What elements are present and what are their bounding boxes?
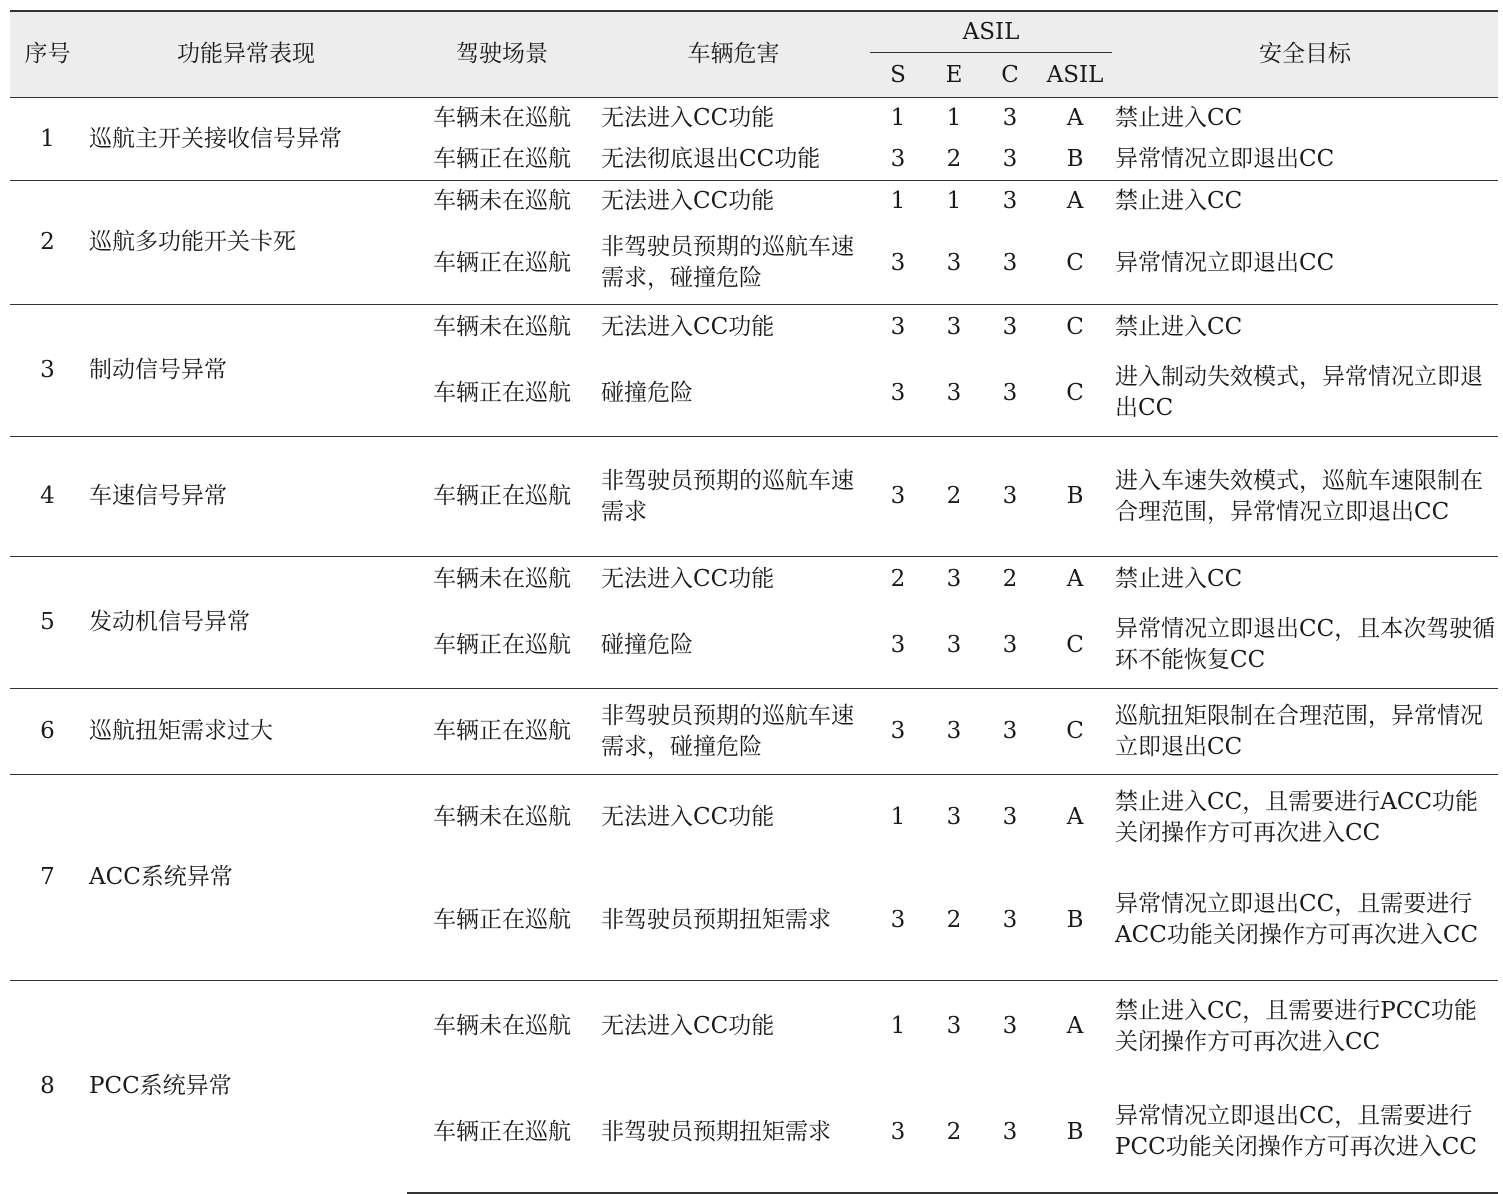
cell-hazard: 无法进入CC功能 <box>597 775 870 861</box>
cell-hazard: 非驾驶员预期的巡航车速需求，碰撞危险 <box>597 689 870 775</box>
cell-malfunction: 车速信号异常 <box>85 437 407 557</box>
cell-controllability: 3 <box>982 981 1038 1073</box>
cell-severity: 3 <box>890 631 906 658</box>
cell-safety-goal: 禁止进入CC <box>1112 98 1498 140</box>
cell-exposure: 1 <box>926 181 982 223</box>
cell-controllability: 3 <box>1002 249 1018 276</box>
cell-asil: B <box>1066 906 1084 933</box>
header-malfunction: 功能异常表现 <box>177 41 315 67</box>
cell-hazard: 非驾驶员预期的巡航车速需求，碰撞危险 <box>601 234 854 292</box>
header-safety-goal: 安全目标 <box>1259 41 1352 67</box>
cell-asil: C <box>1066 249 1084 276</box>
table-row <box>10 775 1498 861</box>
cell-asil: C <box>1038 305 1112 351</box>
cell-exposure: 3 <box>946 249 962 276</box>
cell-asil: A <box>1038 775 1112 861</box>
cell-safety-goal: 异常情况立即退出CC <box>1115 146 1335 173</box>
cell-controllability: 3 <box>982 689 1038 775</box>
cell-seq: 1 <box>10 98 85 181</box>
cell-severity: 1 <box>870 181 926 223</box>
cell-controllability: 3 <box>1002 631 1018 658</box>
cell-severity: 1 <box>870 981 926 1073</box>
table-row <box>10 981 1498 1073</box>
cell-hazard: 碰撞危险 <box>601 631 693 658</box>
cell-exposure: 3 <box>946 631 962 658</box>
table-header <box>10 11 1498 98</box>
cell-severity: 3 <box>890 249 906 276</box>
cell-hazard: 无法进入CC功能 <box>597 305 870 351</box>
cell-hazard: 无法进入CC功能 <box>597 181 870 223</box>
cell-severity: 3 <box>870 305 926 351</box>
table-row <box>10 689 1498 775</box>
cell-severity: 3 <box>890 146 906 173</box>
cell-severity: 3 <box>870 1073 926 1193</box>
cell-controllability: 3 <box>1002 379 1018 406</box>
cell-controllability: 3 <box>982 437 1038 557</box>
cell-asil: A <box>1038 181 1112 223</box>
cell-exposure: 2 <box>946 146 962 173</box>
cell-malfunction: PCC系统异常 <box>85 981 407 1193</box>
cell-scenario: 车辆正在巡航 <box>407 437 597 557</box>
cell-asil: A <box>1038 981 1112 1073</box>
cell-scenario: 车辆正在巡航 <box>407 1073 597 1193</box>
table-row <box>10 98 1498 140</box>
header-controllability: C <box>1001 61 1019 88</box>
cell-seq: 6 <box>10 689 85 775</box>
cell-safety-goal: 进入车速失效模式，巡航车速限制在合理范围，异常情况立即退出CC <box>1112 437 1498 557</box>
header-scenario: 驾驶场景 <box>456 41 548 67</box>
cell-exposure: 3 <box>926 557 982 603</box>
cell-controllability: 3 <box>982 1073 1038 1193</box>
cell-hazard: 无法进入CC功能 <box>597 557 870 603</box>
cell-hazard: 无法彻底退出CC功能 <box>601 146 821 173</box>
cell-hazard: 无法进入CC功能 <box>597 981 870 1073</box>
cell-controllability: 3 <box>982 305 1038 351</box>
cell-malfunction: 发动机信号异常 <box>85 557 407 689</box>
header-asil: ASIL <box>1046 61 1104 88</box>
cell-exposure: 1 <box>926 98 982 140</box>
cell-scenario: 车辆未在巡航 <box>407 981 597 1073</box>
cell-safety-goal: 禁止进入CC <box>1112 557 1498 603</box>
cell-severity: 2 <box>870 557 926 603</box>
cell-asil: B <box>1066 146 1084 173</box>
cell-exposure: 3 <box>946 379 962 406</box>
table-row <box>10 181 1498 223</box>
cell-malfunction: ACC系统异常 <box>85 775 407 981</box>
header-seq: 序号 <box>24 41 71 67</box>
table-row <box>10 305 1498 351</box>
cell-scenario: 车辆未在巡航 <box>407 181 597 223</box>
cell-safety-goal: 异常情况立即退出CC，且需要进行PCC功能关闭操作方可再次进入CC <box>1112 1073 1498 1193</box>
cell-severity: 1 <box>870 98 926 140</box>
cell-seq: 3 <box>10 305 85 437</box>
cell-scenario: 车辆正在巡航 <box>433 379 571 406</box>
cell-exposure: 3 <box>926 689 982 775</box>
table-row <box>10 437 1498 557</box>
cell-malfunction: 巡航多功能开关卡死 <box>85 181 407 305</box>
cell-safety-goal: 异常情况立即退出CC，且本次驾驶循环不能恢复CC <box>1115 616 1496 674</box>
cell-exposure: 2 <box>946 906 962 933</box>
cell-malfunction: 巡航扭矩需求过大 <box>85 689 407 775</box>
header-asil-group: ASIL <box>870 11 1112 53</box>
cell-hazard: 非驾驶员预期扭矩需求 <box>601 906 831 933</box>
cell-asil: C <box>1066 379 1084 406</box>
cell-exposure: 2 <box>926 437 982 557</box>
cell-exposure: 2 <box>926 1073 982 1193</box>
cell-controllability: 3 <box>1002 906 1018 933</box>
cell-scenario: 车辆正在巡航 <box>433 906 571 933</box>
cell-malfunction: 巡航主开关接收信号异常 <box>85 98 407 181</box>
cell-malfunction: 制动信号异常 <box>85 305 407 437</box>
cell-scenario: 车辆正在巡航 <box>433 146 571 173</box>
cell-controllability: 3 <box>982 98 1038 140</box>
cell-safety-goal: 禁止进入CC <box>1112 305 1498 351</box>
cell-seq: 2 <box>10 181 85 305</box>
table-row <box>10 557 1498 603</box>
cell-exposure: 3 <box>926 775 982 861</box>
cell-hazard: 碰撞危险 <box>601 379 693 406</box>
cell-exposure: 3 <box>926 305 982 351</box>
cell-exposure: 3 <box>926 981 982 1073</box>
cell-severity: 1 <box>870 775 926 861</box>
cell-seq: 5 <box>10 557 85 689</box>
header-severity: S <box>890 61 906 88</box>
cell-asil: C <box>1038 689 1112 775</box>
table-body <box>10 98 1498 1193</box>
cell-asil: A <box>1038 557 1112 603</box>
cell-scenario: 车辆未在巡航 <box>407 775 597 861</box>
cell-severity: 3 <box>890 379 906 406</box>
cell-scenario: 车辆未在巡航 <box>407 98 597 140</box>
cell-safety-goal: 禁止进入CC，且需要进行PCC功能关闭操作方可再次进入CC <box>1112 981 1498 1073</box>
cell-severity: 3 <box>870 689 926 775</box>
cell-scenario: 车辆未在巡航 <box>407 305 597 351</box>
cell-scenario: 车辆正在巡航 <box>433 631 571 658</box>
cell-safety-goal: 巡航扭矩限制在合理范围，异常情况立即退出CC <box>1112 689 1498 775</box>
cell-safety-goal: 异常情况立即退出CC，且需要进行ACC功能关闭操作方可再次进入CC <box>1115 891 1479 949</box>
safety-goals-table <box>10 10 1498 1194</box>
cell-controllability: 2 <box>982 557 1038 603</box>
cell-asil: B <box>1038 1073 1112 1193</box>
cell-severity: 3 <box>890 906 906 933</box>
cell-scenario: 车辆未在巡航 <box>407 557 597 603</box>
header-hazard: 车辆危害 <box>687 41 780 67</box>
cell-safety-goal: 禁止进入CC <box>1112 181 1498 223</box>
cell-scenario: 车辆正在巡航 <box>433 249 571 276</box>
cell-safety-goal: 进入制动失效模式，异常情况立即退出CC <box>1115 364 1484 422</box>
cell-safety-goal: 异常情况立即退出CC <box>1115 249 1335 276</box>
cell-seq: 4 <box>10 437 85 557</box>
header-exposure: E <box>945 61 963 88</box>
cell-scenario: 车辆正在巡航 <box>407 689 597 775</box>
cell-severity: 3 <box>870 437 926 557</box>
cell-asil: C <box>1066 631 1084 658</box>
cell-seq: 7 <box>10 775 85 981</box>
cell-hazard: 非驾驶员预期扭矩需求 <box>597 1073 870 1193</box>
cell-controllability: 3 <box>1002 146 1018 173</box>
cell-controllability: 3 <box>982 181 1038 223</box>
cell-hazard: 非驾驶员预期的巡航车速需求 <box>597 437 870 557</box>
cell-safety-goal: 禁止进入CC，且需要进行ACC功能关闭操作方可再次进入CC <box>1112 775 1498 861</box>
cell-seq: 8 <box>10 981 85 1193</box>
cell-asil: A <box>1038 98 1112 140</box>
cell-asil: B <box>1038 437 1112 557</box>
cell-hazard: 无法进入CC功能 <box>597 98 870 140</box>
cell-controllability: 3 <box>982 775 1038 861</box>
